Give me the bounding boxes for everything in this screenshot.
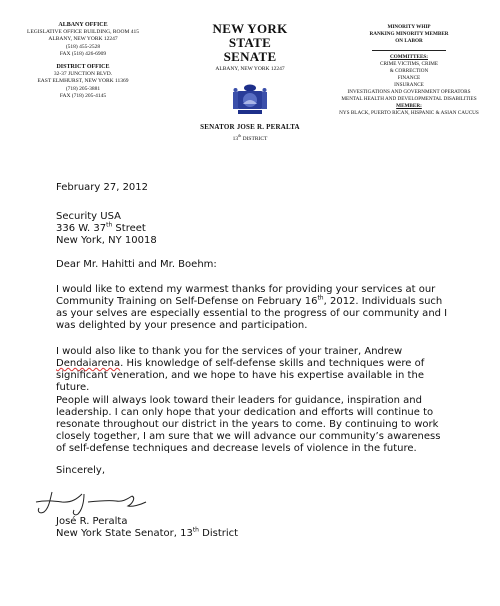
senate-title-line2: STATE [228, 35, 272, 50]
albany-address-line2: ALBANY, NEW YORK 12247 [48, 36, 118, 43]
committee-item: MENTAL HEALTH AND DEVELOPMENTAL DISABILITIES [341, 96, 477, 102]
signer-title: New York State Senator, 13th District [56, 526, 239, 540]
member-heading: MEMBER: [396, 103, 422, 109]
albany-address-line1: LEGISLATIVE OFFICE BUILDING, ROOM 415 [27, 29, 139, 36]
paragraph-2: I would also like to thank you for the services of your trainer, Andrew Dendaiarena. His knowledge of self-defense skills and techniques were of significant veneration, and we hope to have his expertise available in the future. [56, 346, 425, 394]
salutation: Dear Mr. Hahitti and Mr. Boehm: [56, 259, 217, 270]
member-item: NYS BLACK, PUERTO RICAN, HISPANIC & ASIAN CAUCUS [339, 110, 479, 116]
closing: Sincerely, [56, 465, 106, 476]
committee-item: & CORRECTION [389, 68, 429, 74]
handwritten-signature [32, 486, 152, 518]
trainer-name: Dendaiarena [56, 358, 121, 370]
senate-district: 13th DISTRICT [232, 133, 268, 142]
senate-title-line1: NEW YORK [212, 21, 288, 36]
recipient-address [56, 211, 451, 247]
letterhead-committees [325, 24, 493, 117]
title-minority-whip: MINORITY WHIP [387, 24, 431, 30]
committees-heading: COMMITTEES: [389, 54, 429, 60]
committee-item: INSURANCE [394, 82, 424, 88]
paragraph-3: People will always look toward their leaders for guidance, inspiration and leadership. I can only hope that your dedication and efforts will continue to resonate throughout our district in the years to come. By continuing to work closely together, I am sure that we will advance our community’s awareness of self-defense techniques and decrease levels of violence in the future. [56, 395, 441, 455]
letterhead-center [170, 22, 330, 143]
district-office-heading: DISTRICT OFFICE [56, 64, 110, 71]
district-address-line2: EAST ELMHURST, NEW YORK 11369 [37, 78, 129, 85]
signature-block [56, 516, 451, 540]
paragraph-1: I would like to extend my warmest thanks for providing your services at our Community Training on Self-Defense on February 16th, 2012. Individuals such as your selves are especially essential to the progress of our community and I was delighted by your presence and participation. [56, 284, 448, 332]
committee-item: FINANCE [397, 75, 421, 81]
state-seal-icon [230, 81, 270, 117]
senator-name: SENATOR JOSE R. PERALTA [200, 123, 300, 131]
senate-title-line3: SENATE [223, 49, 277, 64]
albany-phone: (518) 455-2528 [65, 43, 101, 50]
district-fax: FAX (718) 205-4145 [59, 92, 107, 99]
district-address-line1: 32-37 JUNCTION BLVD. [53, 71, 113, 78]
letterhead-divider [372, 50, 446, 51]
committee-item: CRIME VICTIMS, CRIME [380, 61, 438, 67]
title-on-labor: ON LABOR [395, 38, 423, 44]
district-phone: (718) 205-3881 [65, 85, 101, 92]
title-ranking-member: RANKING MINORITY MEMBER [369, 31, 449, 37]
letterhead-offices [8, 22, 158, 100]
committee-item: INVESTIGATIONS AND GOVERNMENT OPERATORS [347, 89, 471, 95]
signer-name: José R. Peralta [56, 516, 128, 527]
albany-fax: FAX (518) 426-6909 [59, 50, 107, 57]
letter-date: February 27, 2012 [56, 182, 149, 193]
recipient-city: New York, NY 10018 [56, 235, 157, 247]
senate-address: ALBANY, NEW YORK 12247 [215, 66, 285, 72]
recipient-street: 336 W. 37th Street [56, 221, 146, 235]
recipient-name: Security USA [56, 211, 121, 222]
albany-office-heading: ALBANY OFFICE [58, 22, 108, 28]
